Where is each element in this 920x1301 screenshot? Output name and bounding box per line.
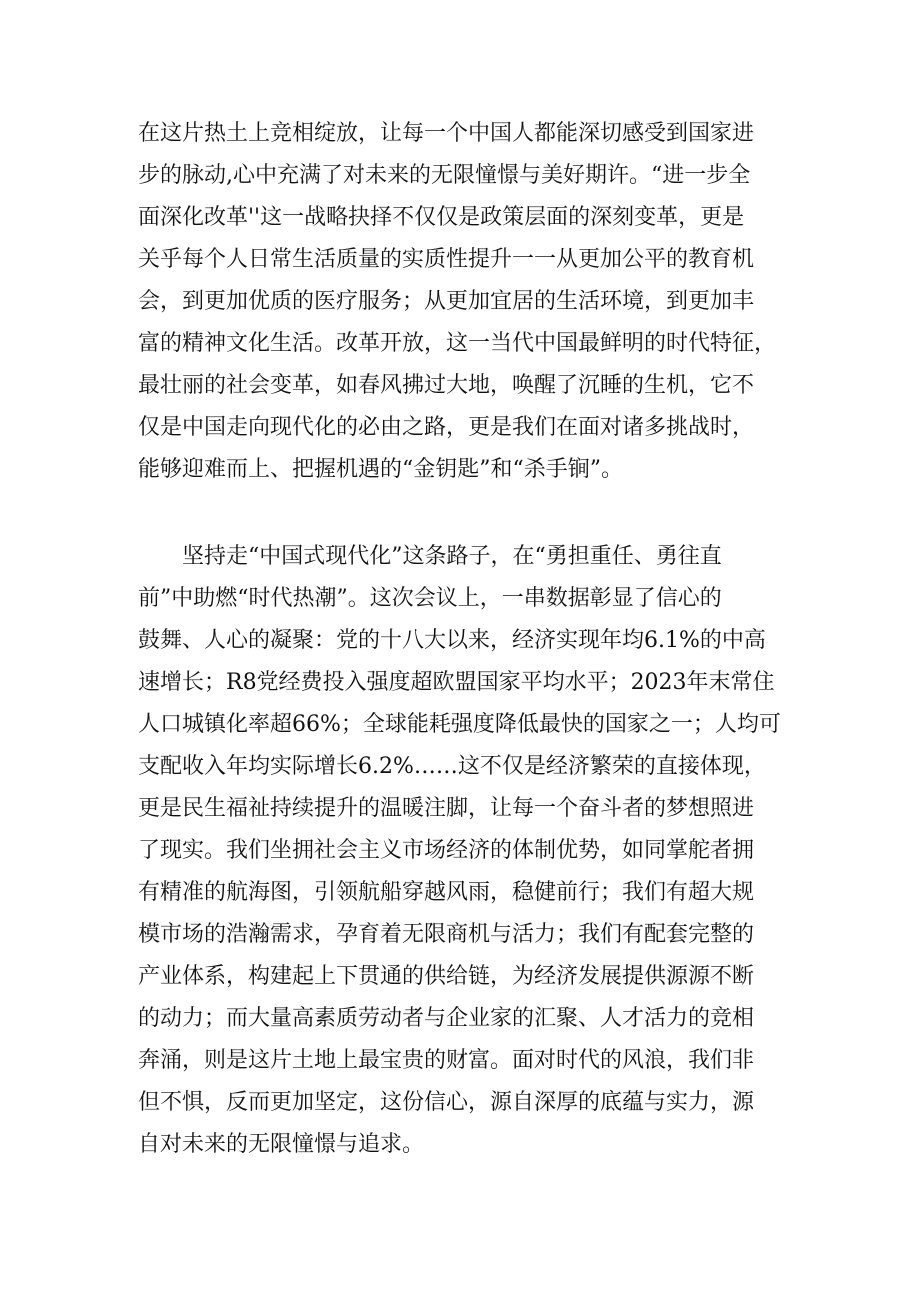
text-line: 关乎每个人日常生活质量的实质性提升一一从更加公平的教育机 — [138, 247, 755, 272]
text-line: 前”中助燃“时代热潮”。这次会议上，一串数据彰显了信心的 — [138, 586, 722, 611]
text-line: 自对未来的无限憧憬与追求。 — [138, 1132, 425, 1157]
text-line: 速增长；R8党经费投入强度超欧盟国家平均水平；2023年末常住 — [138, 670, 775, 695]
text-line: 步的脉动,心中充满了对未来的无限憧憬与美好期许。“进一步全 — [138, 163, 751, 188]
text-line: 有精准的航海图，引领航船穿越风雨，稳健前行；我们有超大规 — [138, 880, 755, 905]
text-line: 会，到更加优质的医疗服务；从更加宜居的生活环境，到更加丰 — [138, 289, 755, 314]
text-line: 能够迎难而上、把握机遇的“金钥匙”和“杀手锏”。 — [138, 457, 623, 482]
text-line: 富的精神文化生活。改革开放，这一当代中国最鲜明的时代特征， — [138, 331, 777, 356]
text-line: 最壮丽的社会变革，如春风拂过大地，唤醒了沉睡的生机，它不 — [138, 373, 755, 398]
text-line: 产业体系，构建起上下贯通的供给链，为经济发展提供源源不断 — [138, 964, 755, 989]
text-line: 支配收入年均实际增长6.2%……这不仅是经济繁荣的直接体现， — [138, 754, 766, 779]
text-line: 坚持走“中国式现代化”这条路子，在“勇担重任、勇往直 — [182, 544, 722, 569]
text-line: 了现实。我们坐拥社会主义市场经济的体制优势，如同掌舵者拥 — [138, 838, 755, 863]
text-line: 鼓舞、人心的凝聚：党的十八大以来，经济实现年均6.1%的中高 — [138, 628, 766, 653]
text-line: 更是民生福祉持续提升的温暖注脚，让每一个奋斗者的梦想照进 — [138, 796, 755, 821]
text-line: 在这片热土上竞相绽放，让每一个中国人都能深切感受到国家进 — [138, 121, 755, 146]
text-line: 面深化改革''这一战略抉择不仅仅是政策层面的深刻变革，更是 — [138, 205, 745, 230]
text-line: 仅是中国走向现代化的必由之路，更是我们在面对诸多挑战时， — [138, 415, 755, 440]
text-line: 的动力；而大量高素质劳动者与企业家的汇聚、人才活力的竞相 — [138, 1006, 755, 1031]
text-line: 模市场的浩瀚需求，孕育着无限商机与活力；我们有配套完整的 — [138, 922, 755, 947]
text-line: 但不惧，反而更加坚定，这份信心，源自深厚的底蕴与实力，源 — [138, 1090, 755, 1115]
text-line: 奔涌，则是这片土地上最宝贵的财富。面对时代的风浪，我们非 — [138, 1048, 755, 1073]
text-line: 人口城镇化率超66%；全球能耗强度降低最快的国家之一；人均可 — [138, 712, 781, 737]
